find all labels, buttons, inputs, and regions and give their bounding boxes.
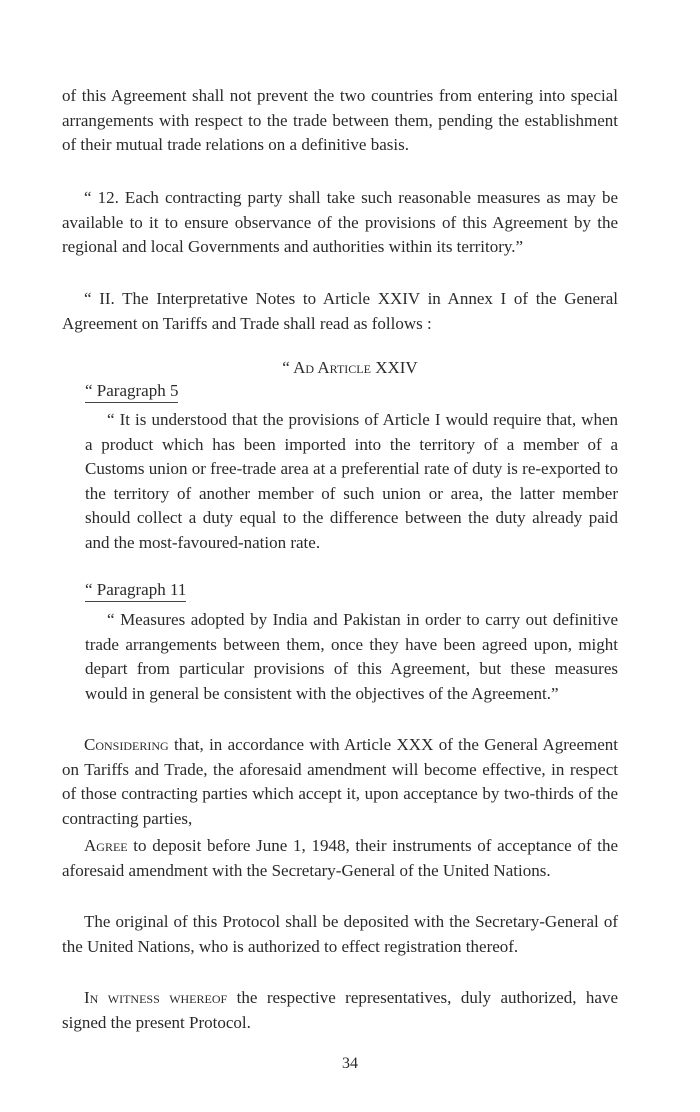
considering-paragraph <box>62 733 618 831</box>
paragraph-11-heading: “ Paragraph 11 <box>85 580 186 602</box>
witness-paragraph <box>62 986 618 1035</box>
considering-text: that, in accordance with Article XXX of the General Agreement on Tariffs and Trade, the aforesaid amendment will become effective, in respect of those contracting parties which accept it, upon acceptance by two-thirds of the contracting parties, <box>62 735 618 828</box>
paragraph-5-text: “ It is understood that the provisions of Article I would require that, when a product which has been imported into the territory of a member of a Customs union or free-trade area at a preferential rate of duty is re-exported to the territory of another member of such union or area, the latter member should collect a duty equal to the difference between the duty already paid and the most-favoured-nation rate. <box>85 410 618 552</box>
agree-paragraph <box>62 834 618 883</box>
clause-12-paragraph: “ 12. Each contracting party shall take such reasonable measures as may be available to it to ensure observance of the provisions of this Agreement by the regional and local Governments and authorities within its territory.” <box>62 188 618 256</box>
page-number: 34 <box>342 1055 358 1072</box>
continuation-paragraph: of this Agreement shall not prevent the two countries from entering into special arrangements with respect to the trade between them, pending the establishment of their mutual trade relations on a definitive basis. <box>62 86 618 154</box>
clause-II-paragraph: “ II. The Interpretative Notes to Article XXIV in Annex I of the General Agreement on Tariffs and Trade shall read as follows : <box>62 289 618 333</box>
agree-lead: Agree <box>84 836 128 855</box>
paragraph-11-text: “ Measures adopted by India and Pakistan in order to carry out definitive trade arrangements between them, once they have been agreed upon, might depart from particular provisions of this Agreement, but these measures would in general be consistent with the objectives of the Agreement.” <box>85 610 618 703</box>
witness-text: the respective representatives, duly authorized, have signed the present Protocol. <box>62 988 618 1032</box>
original-deposit-paragraph: The original of this Protocol shall be deposited with the Secretary-General of the United Nations, who is authorized to effect registration thereof. <box>62 912 618 956</box>
ad-article-xxiv-heading: “ Ad Article XXIV <box>282 358 418 377</box>
considering-lead: Considering <box>84 735 169 754</box>
witness-lead: In witness whereof <box>84 988 228 1007</box>
agree-text: to deposit before June 1, 1948, their instruments of acceptance of the aforesaid amendment with the Secretary-General of the United Nations. <box>62 836 618 880</box>
paragraph-5-heading: “ Paragraph 5 <box>85 381 178 403</box>
